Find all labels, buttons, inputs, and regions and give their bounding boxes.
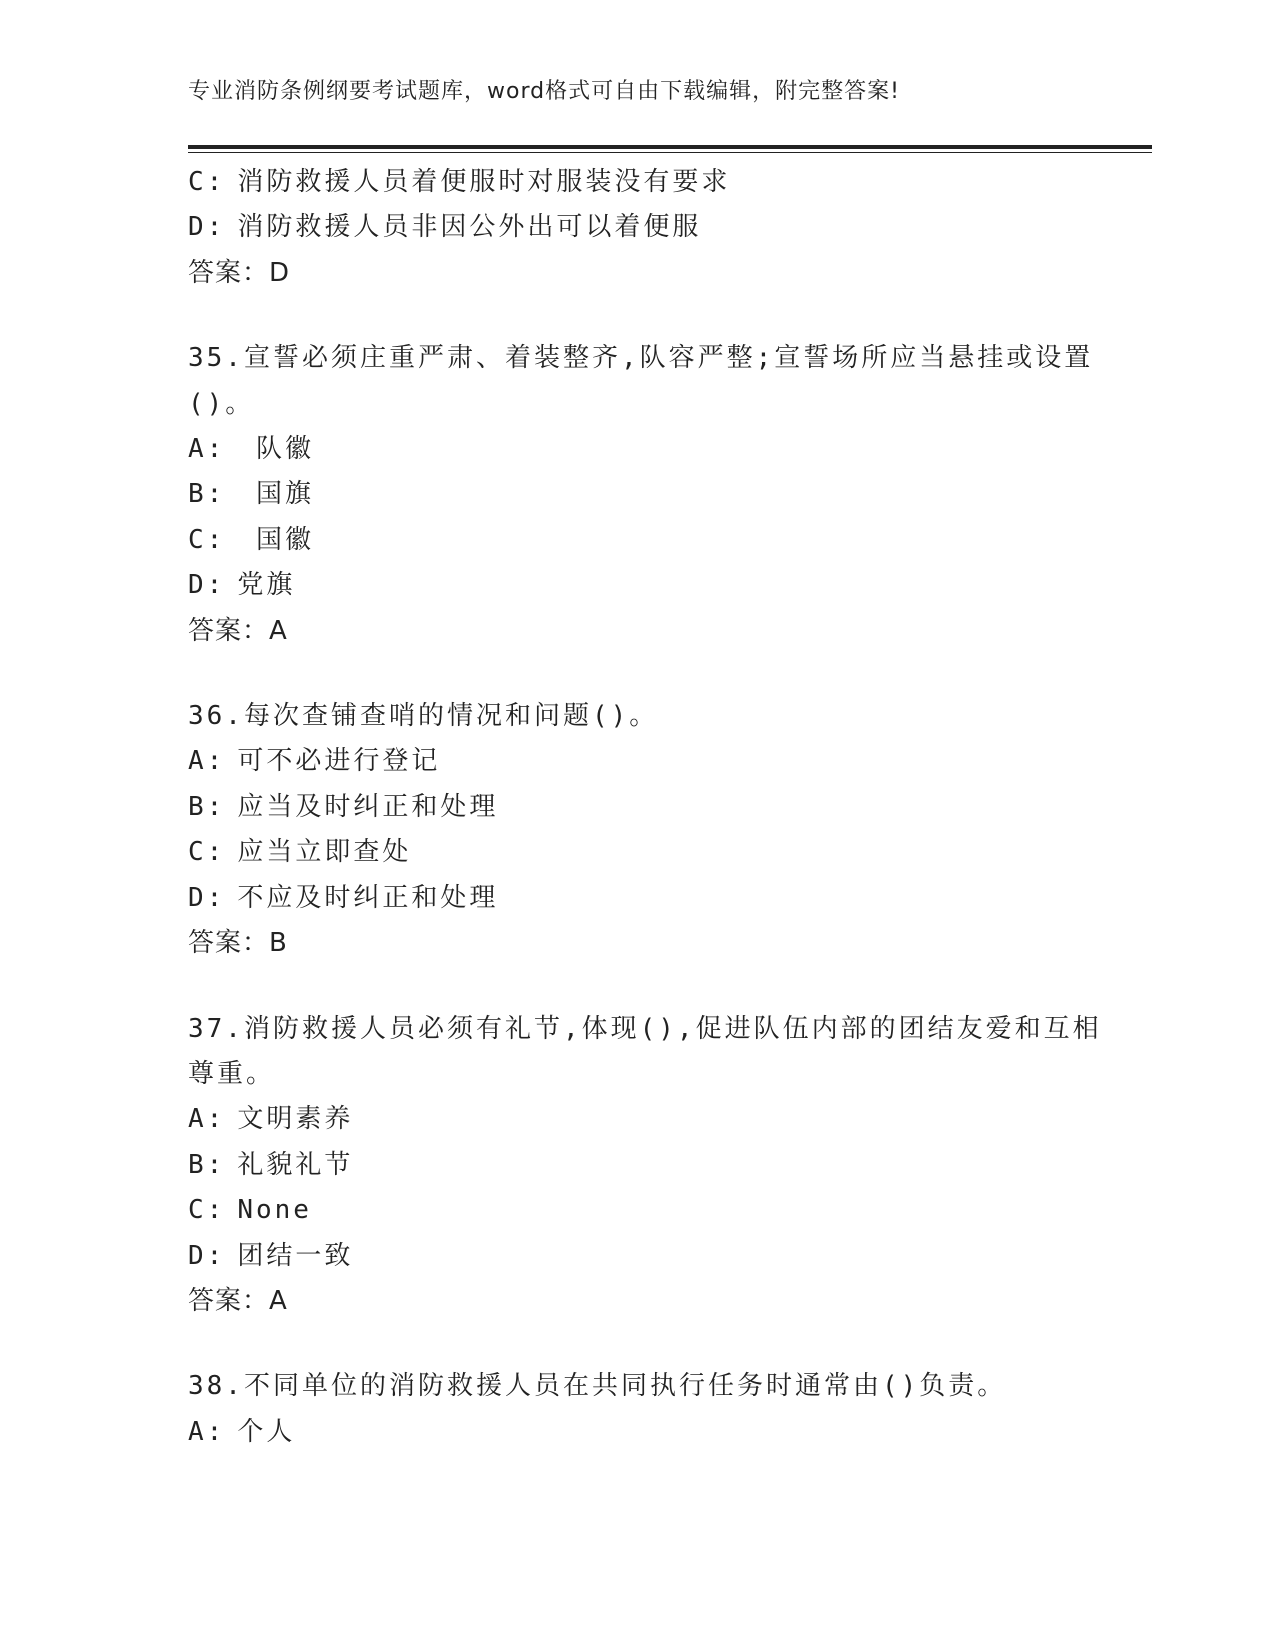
option-text: 国徽 — [237, 524, 314, 555]
option-label: D: — [188, 212, 226, 243]
option-text: 团结一致 — [237, 1240, 354, 1271]
option-text: 队徽 — [237, 434, 314, 465]
option-b — [188, 472, 1088, 517]
option-label: A: — [188, 1104, 226, 1135]
answer-line: 答案：A — [188, 615, 288, 646]
option-text: 礼貌礼节 — [237, 1149, 354, 1180]
option-text: 应当及时纠正和处理 — [237, 791, 499, 822]
option-label: D: — [188, 882, 226, 913]
header-rule-thick — [188, 145, 1152, 149]
option-label: A: — [188, 434, 226, 465]
option-label: C: — [188, 837, 226, 868]
question-35 — [188, 336, 1094, 654]
option-label: A: — [188, 1416, 226, 1447]
option-text: 文明素养 — [237, 1104, 354, 1135]
option-label: B: — [188, 1149, 226, 1180]
option-a — [188, 1097, 1088, 1142]
option-b — [188, 1143, 1088, 1188]
option-c — [188, 1188, 1088, 1233]
option-label: A: — [188, 746, 226, 777]
question-stem: 37.消防救援人员必须有礼节,体现(),促进队伍内部的团结友爱和互相 — [188, 1013, 1102, 1044]
option-text: 党旗 — [237, 570, 296, 601]
partial-question — [188, 160, 1088, 296]
option-d — [188, 205, 1088, 250]
question-stem: 38.不同单位的消防救援人员在共同执行任务时通常由()负责。 — [188, 1371, 1007, 1402]
option-label: C: — [188, 167, 226, 197]
option-b — [188, 785, 1088, 830]
option-text: 可不必进行登记 — [237, 746, 441, 777]
page-header-title: 专业消防条例纲要考试题库，word格式可自由下载编辑，附完整答案! — [188, 79, 900, 104]
option-c — [188, 518, 1088, 563]
question-stem-continued: ()。 — [188, 388, 255, 419]
question-37 — [188, 1007, 1102, 1325]
option-label: D: — [188, 1240, 226, 1271]
option-a — [188, 739, 1088, 784]
option-d — [188, 1234, 1088, 1279]
option-text: 消防救援人员非因公外出可以着便服 — [237, 212, 702, 243]
option-c — [188, 830, 1088, 875]
option-label: C: — [188, 1195, 226, 1226]
question-38 — [188, 1364, 1088, 1455]
option-text: 消防救援人员着便服时对服装没有要求 — [237, 167, 731, 197]
question-36 — [188, 694, 1088, 966]
answer-line: 答案：A — [188, 1285, 288, 1316]
option-c — [188, 160, 1088, 205]
option-d — [188, 876, 1088, 921]
header-rule-thin — [188, 152, 1152, 153]
option-a — [188, 427, 1088, 472]
question-stem: 35.宣誓必须庄重严肃、着装整齐,队容严整;宣誓场所应当悬挂或设置 — [188, 343, 1094, 374]
option-a — [188, 1410, 1088, 1455]
question-stem-continued: 尊重。 — [188, 1058, 276, 1089]
option-text: None — [237, 1195, 312, 1226]
answer-line: 答案：B — [188, 928, 288, 959]
option-text: 应当立即查处 — [237, 837, 412, 868]
option-label: B: — [188, 479, 226, 510]
option-d — [188, 563, 1088, 608]
option-label: C: — [188, 524, 226, 555]
question-stem: 36.每次查铺查哨的情况和问题()。 — [188, 701, 659, 732]
option-label: B: — [188, 791, 226, 822]
option-label: D: — [188, 570, 226, 601]
option-text: 不应及时纠正和处理 — [237, 882, 499, 913]
option-text: 国旗 — [237, 479, 314, 510]
document-body — [188, 160, 1102, 1455]
answer-line: 答案：D — [188, 257, 291, 288]
option-text: 个人 — [237, 1416, 296, 1447]
